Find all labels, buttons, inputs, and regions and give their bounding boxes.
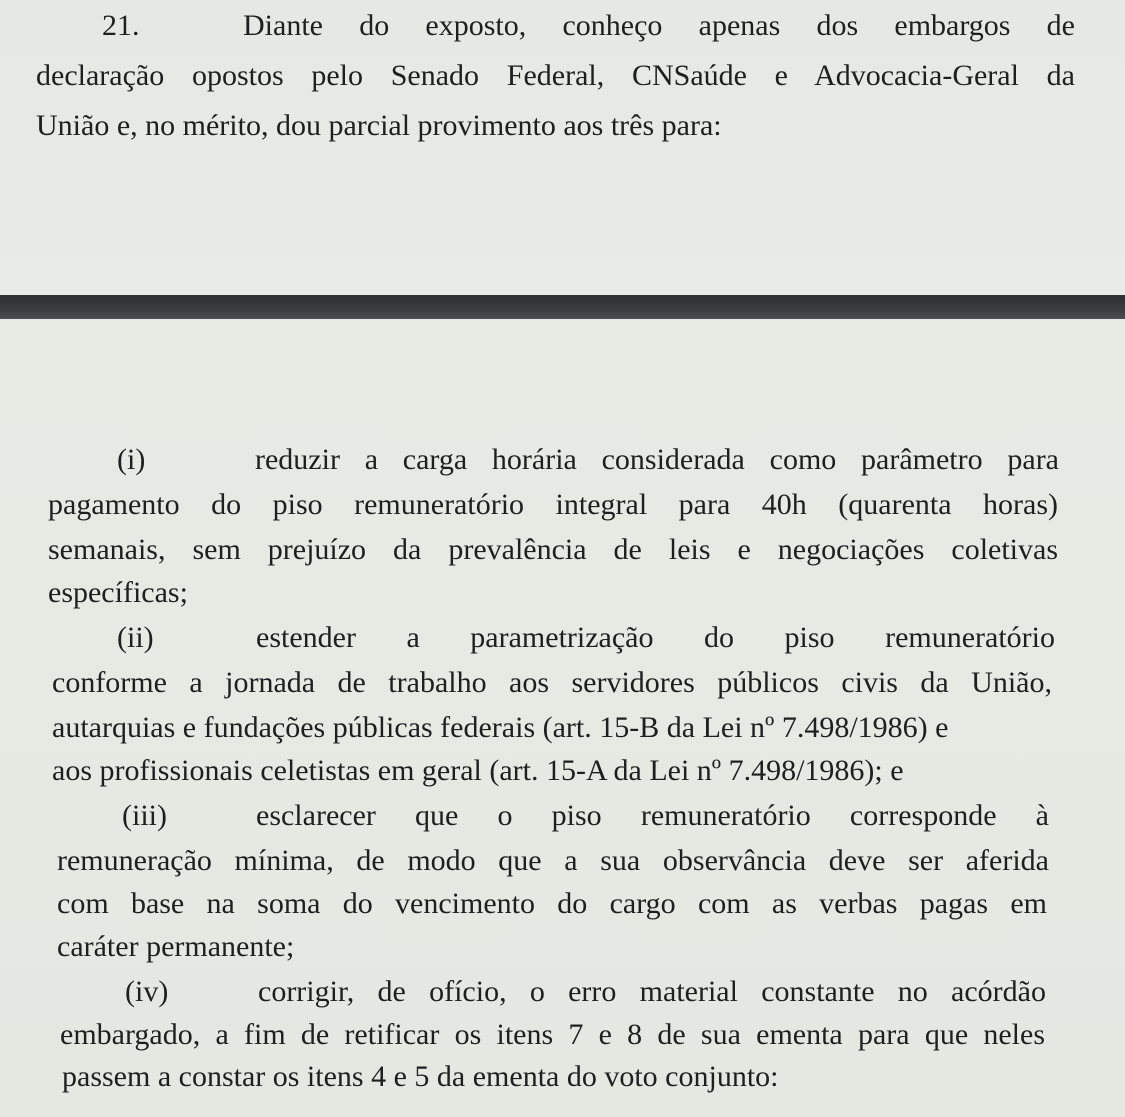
paragraph-number: 21. bbox=[102, 9, 140, 42]
item-ii-line-3: autarquias e fundações públicas federais (art. 15-B da Lei nº 7.498/1986) e bbox=[52, 711, 949, 744]
item-i-line-4: específicas; bbox=[48, 576, 188, 609]
item-ii-line-4: aos profissionais celetistas em geral (art. 15-A da Lei nº 7.498/1986); e bbox=[52, 754, 904, 787]
item-iii-line-1: esclarecer que o piso remuneratório corresponde à bbox=[256, 799, 1049, 832]
item-ii-line-1: estender a parametrização do piso remuneratório bbox=[256, 621, 1055, 654]
lower-page bbox=[0, 319, 1125, 1117]
item-iv-line-1: corrigir, de ofício, o erro material constante no acórdão bbox=[258, 975, 1046, 1008]
item-iii-marker: (iii) bbox=[122, 799, 167, 832]
item-iii-line-4: caráter permanente; bbox=[57, 930, 295, 963]
item-i-marker: (i) bbox=[117, 443, 146, 476]
paragraph-21-line-1: Diante do exposto, conheço apenas dos embargos de bbox=[243, 9, 1075, 42]
item-iii-line-3: com base na soma do vencimento do cargo com as verbas pagas em bbox=[57, 887, 1047, 920]
item-i-line-1: reduzir a carga horária considerada como parâmetro para bbox=[255, 443, 1059, 476]
item-i-line-3: semanais, sem prejuízo da prevalência de leis e negociações coletivas bbox=[48, 533, 1058, 566]
paragraph-21-line-3: União e, no mérito, dou parcial provimento aos três para: bbox=[36, 109, 722, 142]
item-ii-marker: (ii) bbox=[117, 621, 154, 654]
item-iii-line-2: remuneração mínima, de modo que a sua observância deve ser aferida bbox=[57, 844, 1049, 877]
item-iv-marker: (iv) bbox=[125, 975, 169, 1008]
upper-page bbox=[0, 0, 1125, 295]
item-iv-line-2: embargado, a fim de retificar os itens 7 e 8 de sua ementa para que neles bbox=[60, 1018, 1045, 1051]
item-ii-line-2: conforme a jornada de trabalho aos servidores públicos civis da União, bbox=[52, 666, 1052, 699]
paragraph-21-line-2: declaração opostos pelo Senado Federal, CNSaúde e Advocacia-Geral da bbox=[36, 59, 1075, 92]
page-divider bbox=[0, 295, 1125, 319]
item-iv-line-3: passem a constar os itens 4 e 5 da ementa do voto conjunto: bbox=[62, 1060, 779, 1093]
item-i-line-2: pagamento do piso remuneratório integral para 40h (quarenta horas) bbox=[48, 488, 1058, 521]
